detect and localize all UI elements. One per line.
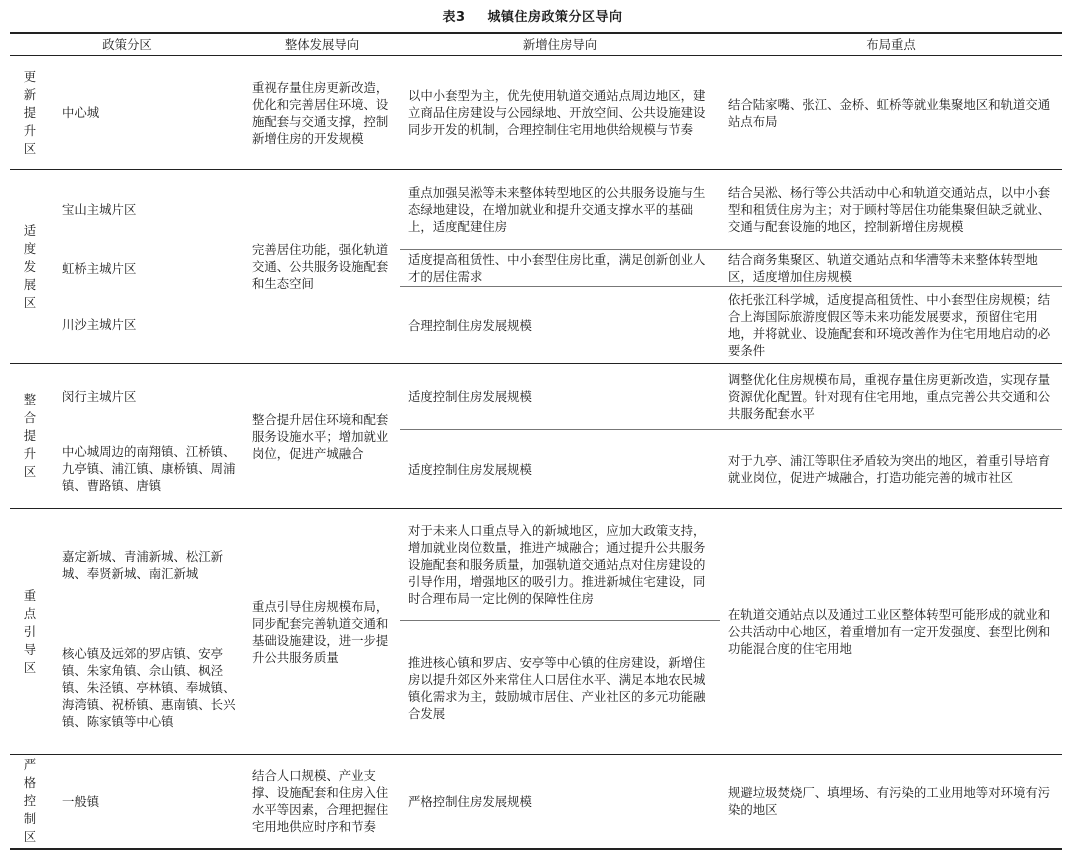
zone-name: 更新提升区 <box>10 56 50 170</box>
region-cell: 中心城 <box>50 56 244 170</box>
layout-focus-cell: 调整优化住房规模布局，重视存量住房更新改造，实现存量资源优化配置。针对现有住宅用地，重点完善公共交通和公共服务配套水平 <box>720 364 1062 430</box>
new-housing-cell: 严格控制住房发展规模 <box>400 755 720 849</box>
new-housing-cell: 推进核心镇和罗店、安亭等中心镇的住房建设，新增住房以提升郊区外来常住人口居住水平、满足本地农民城镇化需求为主，鼓励城市居住、产业社区的多元功能融合发展 <box>400 621 720 755</box>
layout-focus-cell: 对于九亭、浦江等职住矛盾较为突出的地区，着重引导培育就业岗位，促进产城融合，打造功能完善的城市社区 <box>720 430 1062 509</box>
overall-direction-cell: 重视存量住房更新改造，优化和完善居住环境、设施配套与交通支撑，控制新增住房的开发规模 <box>244 56 400 170</box>
header-policy-zone: 政策分区 <box>10 33 244 56</box>
table-row <box>10 170 1062 250</box>
layout-focus-cell: 依托张江科学城，适度提高租赁性、中小套型住房规模；结合上海国际旅游度假区等未来功能发展要求，预留住宅用地，并将就业、设施配套和环境改善作为住宅用地启动的必要条件 <box>720 287 1062 364</box>
new-housing-cell: 适度提高租赁性、中小套型住房比重，满足创新创业人才的居住需求 <box>400 250 720 287</box>
region-cell: 中心城周边的南翔镇、江桥镇、九亭镇、浦江镇、康桥镇、周浦镇、曹路镇、唐镇 <box>50 430 244 509</box>
table-row <box>10 56 1062 170</box>
zone-name: 严格控制区 <box>10 755 50 849</box>
overall-direction-cell: 完善居住功能，强化轨道交通、公共服务设施配套和生态空间 <box>244 170 400 364</box>
new-housing-cell: 以中小套型为主，优先使用轨道交通站点周边地区，建立商品住房建设与公园绿地、开放空间、公共设施建设同步开发的机制，合理控制住宅用地供给规模与节奏 <box>400 56 720 170</box>
table-row <box>10 755 1062 849</box>
table-caption <box>0 6 1065 25</box>
layout-focus-cell: 结合吴淞、杨行等公共活动中心和轨道交通站点，以中小套型和租赁住房为主；对于顾村等居住功能集聚但缺乏就业、交通与配套设施的地区，控制新增住房规模 <box>720 170 1062 250</box>
zone-name: 整合提升区 <box>10 364 50 509</box>
table-title: 城镇住房政策分区导向 <box>487 10 623 25</box>
layout-focus-cell: 结合商务集聚区、轨道交通站点和华漕等未来整体转型地区，适度增加住房规模 <box>720 250 1062 287</box>
new-housing-cell: 重点加强吴淞等未来整体转型地区的公共服务设施与生态绿地建设，在增加就业和提升交通支撑水平的基础上，适度配建住房 <box>400 170 720 250</box>
table-row <box>10 287 1062 364</box>
new-housing-cell: 合理控制住房发展规模 <box>400 287 720 364</box>
region-cell: 嘉定新城、青浦新城、松江新城、奉贤新城、南汇新城 <box>62 548 224 581</box>
overall-direction-cell: 重点引导住房规模布局，同步配套完善轨道交通和基础设施建设，进一步提升公共服务质量 <box>244 509 400 755</box>
region-cell: 川沙主城片区 <box>50 287 244 364</box>
table-row <box>10 509 1062 621</box>
layout-focus-cell: 在轨道交通站点以及通过工业区整体转型可能形成的就业和公共活动中心地区，着重增加有一定开发强度、套型比例和功能混合度的住宅用地 <box>720 509 1062 755</box>
new-housing-cell: 适度控制住房发展规模 <box>400 430 720 509</box>
region-cell: 虹桥主城片区 <box>62 260 137 276</box>
table-row <box>10 364 1062 430</box>
region-cell: 闵行主城片区 <box>62 389 137 405</box>
table-header-row <box>10 33 1062 56</box>
table-row <box>10 250 1062 287</box>
region-cell: 宝山主城片区 <box>62 202 137 218</box>
layout-focus-cell: 规避垃圾焚烧厂、填埋场、有污染的工业用地等对环境有污染的地区 <box>720 755 1062 849</box>
header-layout-focus: 布局重点 <box>720 33 1062 56</box>
new-housing-cell: 适度控制住房发展规模 <box>400 364 720 430</box>
table-row <box>10 430 1062 509</box>
overall-direction-cell: 结合人口规模、产业支撑、设施配套和住房入住水平等因素，合理把握住宅用地供应时序和节奏 <box>244 755 400 849</box>
table-number: 表3 <box>442 10 466 25</box>
layout-focus-cell: 结合陆家嘴、张江、金桥、虹桥等就业集聚地区和轨道交通站点布局 <box>720 56 1062 170</box>
zone-name: 重点引导区 <box>10 509 50 755</box>
zone-name: 适度发展区 <box>10 170 50 364</box>
new-housing-cell: 对于未来人口重点导入的新城地区，应加大政策支持，增加就业岗位数量，推进产城融合；通过提升公共服务设施配套和服务质量，加强轨道交通站点对住房建设的引导作用，增强地区的吸引力。推进新城住宅建设，同时合理布局一定比例的保障性住房 <box>400 509 720 621</box>
policy-zone-table <box>10 32 1062 850</box>
overall-direction-cell: 整合提升居住环境和配套服务设施水平；增加就业岗位，促进产城融合 <box>244 364 400 509</box>
region-cell: 核心镇及远郊的罗店镇、安亭镇、朱家角镇、佘山镇、枫泾镇、朱泾镇、亭林镇、奉城镇、海湾镇、祝桥镇、惠南镇、长兴镇、陈家镇等中心镇 <box>50 621 244 755</box>
header-overall-direction: 整体发展导向 <box>244 33 400 56</box>
header-new-housing-direction: 新增住房导向 <box>400 33 720 56</box>
region-cell: 一般镇 <box>50 755 244 849</box>
